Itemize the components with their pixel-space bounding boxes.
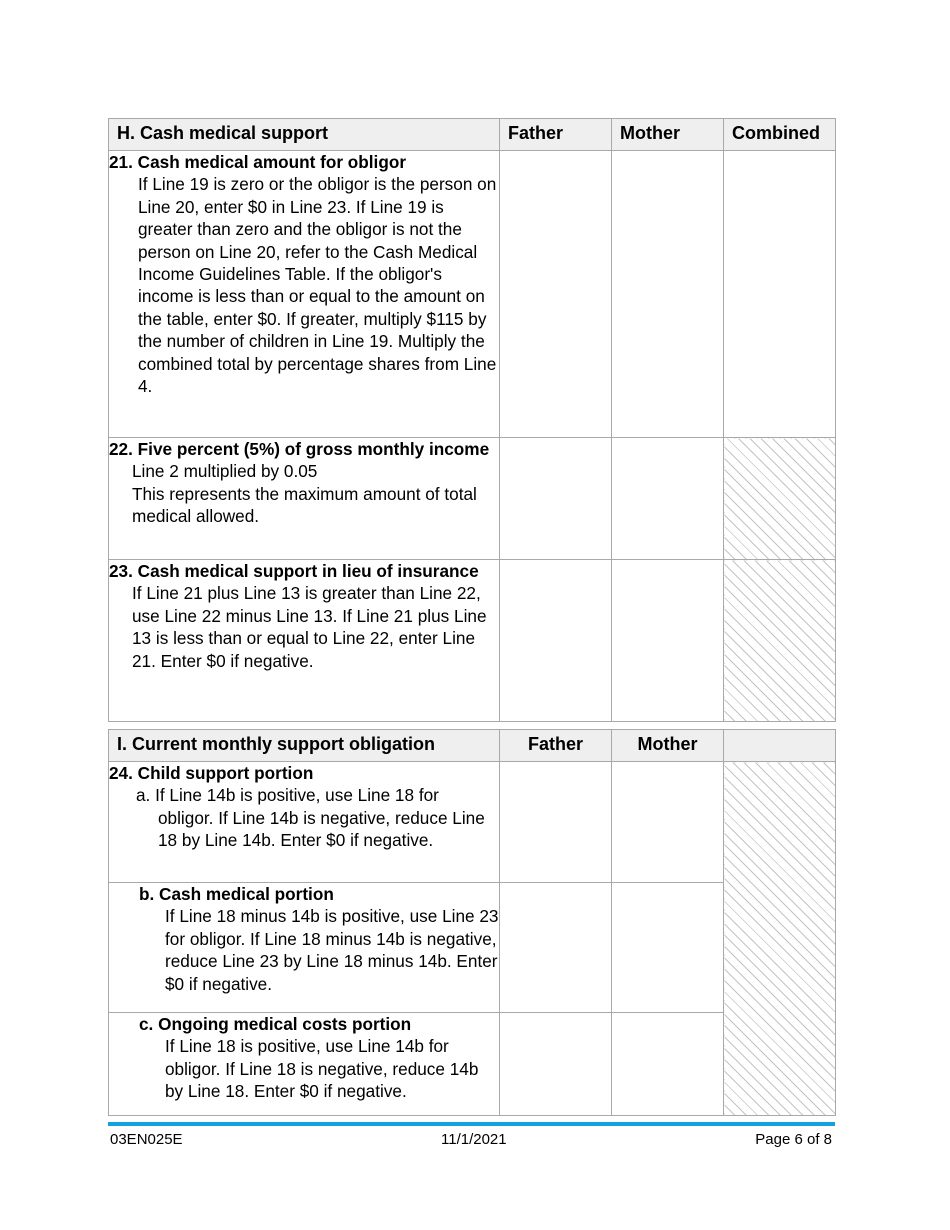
form-code: 03EN025E — [110, 1131, 183, 1148]
line-24c-title: c. Ongoing medical costs portion — [139, 1014, 412, 1034]
line-24a-mother-field[interactable] — [612, 762, 724, 883]
table-header-row — [109, 730, 836, 762]
footer-divider — [108, 1122, 835, 1126]
line-23-row — [109, 560, 836, 722]
line-24c-father-field[interactable] — [500, 1013, 612, 1116]
line-21-father-field[interactable] — [500, 151, 612, 438]
line-22-mother-field[interactable] — [612, 438, 724, 560]
cash-medical-support-table — [108, 118, 836, 722]
line-24c-description — [109, 1013, 500, 1116]
line-24b-body: If Line 18 minus 14b is positive, use Line 23 for obligor. If Line 18 minus 14b is negative, reduce Line 23 by Line 18 minus 14b. Enter $0 if negative. — [165, 906, 499, 994]
mother-column-header: Mother — [612, 730, 724, 762]
section-h-title: H. Cash medical support — [109, 119, 500, 151]
combined-column-header: Combined — [724, 119, 836, 151]
table-header-row — [109, 119, 836, 151]
line-21-row — [109, 151, 836, 438]
line-23-body: If Line 21 plus Line 13 is greater than Line 22, use Line 22 minus Line 13. If Line 21 plus Line 13 is less than or equal to Line 22, enter Line 21. Enter $0 if negative. — [132, 583, 487, 671]
line-21-combined-field[interactable] — [724, 151, 836, 438]
line-22-body-2: This represents the maximum amount of total medical allowed. — [132, 483, 477, 527]
line-24a-body: a. If Line 14b is positive, use Line 18 for obligor. If Line 14b is negative, reduce Line 18 by Line 14b. Enter $0 if negative. — [136, 785, 485, 851]
line-24a-father-field[interactable] — [500, 762, 612, 883]
line-21-description — [109, 151, 500, 438]
line-22-row — [109, 438, 836, 560]
line-22-body-1: Line 2 multiplied by 0.05 — [132, 461, 318, 482]
line-24b-father-field[interactable] — [500, 883, 612, 1013]
line-24-combined-shaded — [724, 762, 836, 1116]
empty-column-header — [724, 730, 836, 762]
line-22-description — [109, 438, 500, 560]
father-column-header: Father — [500, 119, 612, 151]
line-24-title: 24. Child support portion — [109, 763, 314, 783]
form-date: 11/1/2021 — [441, 1131, 507, 1148]
line-24b-title: b. Cash medical portion — [139, 884, 334, 904]
line-24c-mother-field[interactable] — [612, 1013, 724, 1116]
line-21-mother-field[interactable] — [612, 151, 724, 438]
line-23-combined-shaded — [724, 560, 836, 722]
line-24b-description — [109, 883, 500, 1013]
line-24a-row — [109, 762, 836, 883]
line-21-title: 21. Cash medical amount for obligor — [109, 152, 407, 172]
line-22-title: 22. Five percent (5%) of gross monthly income — [109, 439, 490, 459]
line-22-father-field[interactable] — [500, 438, 612, 560]
line-23-title: 23. Cash medical support in lieu of insurance — [109, 561, 479, 581]
line-23-father-field[interactable] — [500, 560, 612, 722]
line-21-body: If Line 19 is zero or the obligor is the person on Line 20, enter $0 in Line 23. If Line 19 is greater than zero and the obligor is not the person on Line 20, refer to the Cash Medical Income Guidelines Table. If the obligor's income is less than or equal to the amount on the table, enter $0. If greater, multiply $115 by the number of children in Line 19. Multiply the combined total by percentage shares from Line 4. — [138, 174, 497, 397]
line-23-mother-field[interactable] — [612, 560, 724, 722]
line-22-combined-shaded — [724, 438, 836, 560]
line-23-description — [109, 560, 500, 722]
page-number: Page 6 of 8 — [755, 1131, 832, 1148]
line-24a-description — [109, 762, 500, 883]
line-24c-body: If Line 18 is positive, use Line 14b for obligor. If Line 18 is negative, reduce 14b by Line 18. Enter $0 if negative. — [165, 1036, 479, 1102]
line-24b-mother-field[interactable] — [612, 883, 724, 1013]
section-i-title: I. Current monthly support obligation — [109, 730, 500, 762]
mother-column-header: Mother — [612, 119, 724, 151]
current-monthly-support-table — [108, 729, 836, 1116]
father-column-header: Father — [500, 730, 612, 762]
